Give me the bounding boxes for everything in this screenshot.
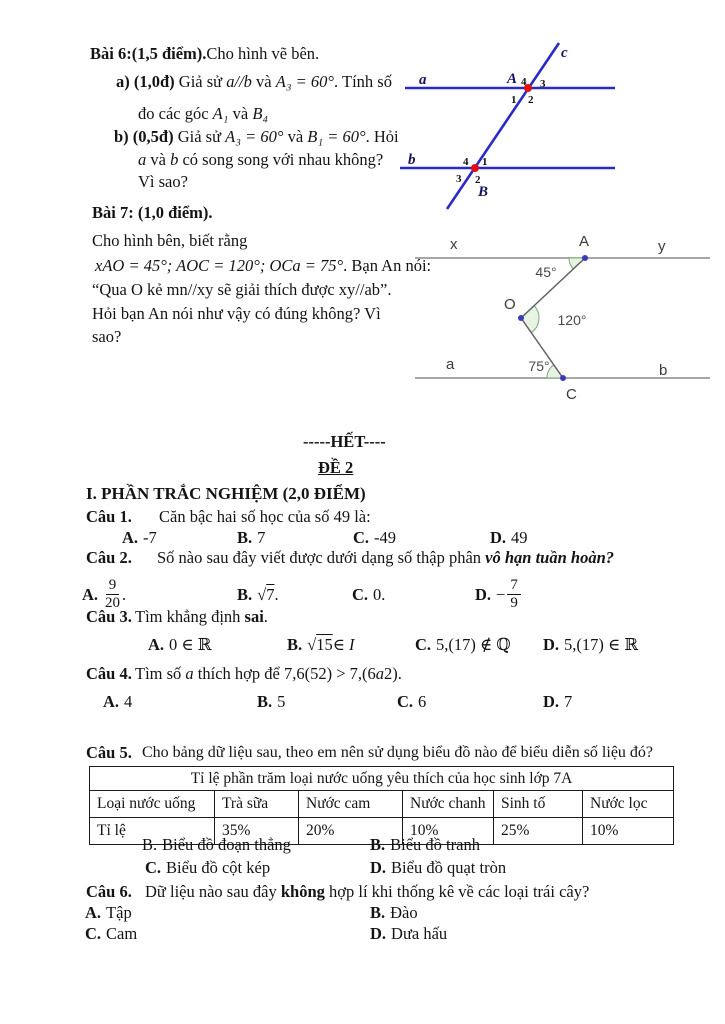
radical-sign: √: [307, 635, 317, 654]
bai6-item-a: [116, 72, 392, 93]
math-angle-B4: B₄: [252, 104, 269, 123]
label-line-c: c: [561, 45, 568, 61]
math-a: a: [138, 150, 147, 169]
angle-A2: 2: [528, 94, 534, 106]
option-label: A.: [122, 528, 139, 547]
option-text: Tập: [106, 903, 132, 922]
option-label: B.: [237, 584, 253, 604]
cau3-option-b: [287, 635, 355, 656]
math-angle-A3-b: A₃ = 60°: [225, 127, 284, 146]
radicand: 15: [316, 635, 333, 654]
option-label: B.: [142, 835, 158, 854]
label-C: C: [566, 386, 577, 403]
option-label: D.: [475, 584, 492, 604]
fraction-numerator: 9: [106, 578, 120, 595]
math-angle-A1: A₁: [212, 104, 229, 123]
option-label: B.: [287, 635, 303, 654]
cau3-label: Câu 3.: [86, 607, 132, 626]
option-text: -7: [143, 528, 157, 547]
header-cell: Nước lọc: [583, 791, 674, 818]
angle-B1: 1: [482, 156, 488, 168]
cau6-option-b: [370, 903, 418, 924]
math-angle-A3: A₃ = 60°: [275, 72, 335, 91]
option-label: D.: [490, 528, 507, 547]
option-text: Dưa hấu: [391, 924, 448, 943]
option-text: -49: [374, 528, 397, 547]
header-cell: Nước cam: [299, 791, 403, 818]
cau3-option-a: [148, 635, 211, 656]
value-cell: 35%: [215, 818, 299, 845]
angle-B3: 3: [456, 173, 462, 185]
cau5-option-4: [370, 858, 506, 879]
bai7-line3: “Qua O kẻ mn//xy sẽ giải thích được xy//ab”.: [92, 280, 392, 299]
bai6-item-b-line2: [138, 150, 383, 171]
item-a2-text: đo các góc: [138, 104, 213, 123]
value-cell: 10%: [403, 818, 494, 845]
cau6-option-a: [85, 903, 132, 924]
math-a: a: [185, 664, 194, 683]
label-y: y: [658, 238, 666, 255]
bai7-line2: [95, 256, 431, 277]
point-O: [518, 315, 524, 321]
table-title: Tỉ lệ phần trăm loại nước uống yêu thích của học sinh lớp 7A: [90, 767, 674, 791]
math-angles-given: xAO = 45°; AOC = 120°; OCa = 75°: [95, 256, 344, 275]
item-a-label: a) (1,0đ): [116, 72, 175, 91]
bai6-heading-text: Cho hình vẽ bên.: [206, 44, 320, 63]
cau4-question-pre: Tìm số: [135, 664, 186, 683]
option-label: B.: [370, 835, 386, 854]
fraction-denominator: 9: [510, 595, 518, 611]
line-c-transversal: [447, 43, 559, 209]
cau3-option-d: [543, 635, 638, 656]
option-label: C.: [145, 858, 162, 877]
option-text: 5: [277, 692, 286, 711]
item-a-text2: và: [251, 72, 276, 91]
math-angle-B1: B₁ = 60°: [307, 127, 366, 146]
cau4-label: Câu 4.: [86, 664, 132, 683]
cau4-option-d: [543, 692, 572, 713]
item-a2-text2: và: [228, 104, 253, 123]
option-text: ∈ I: [332, 635, 355, 654]
table-header-row: [90, 791, 674, 818]
radical-sign: √: [257, 584, 267, 604]
angle-B2: 2: [475, 174, 481, 186]
option-label: D.: [370, 924, 387, 943]
cau5-option-1: [142, 835, 291, 856]
cau3-question: [135, 607, 268, 628]
cau5-option-3: [145, 858, 270, 879]
option-text: 0.: [373, 584, 386, 604]
cau2-option-d: [475, 574, 523, 616]
cau4-option-b: [257, 692, 285, 713]
fraction-7-9: [507, 578, 521, 612]
bai7-line1: Cho hình bên, biết rằng: [92, 231, 248, 250]
item-a-text3: . Tính số: [334, 72, 392, 91]
header-cell: Loại nước uống: [90, 791, 215, 818]
cau6-option-d: [370, 924, 447, 945]
option-label: D.: [543, 635, 560, 654]
bai6-heading: [90, 44, 319, 65]
angle-value-120: 120°: [557, 312, 587, 328]
bai6-item-a-line2: [138, 104, 268, 125]
value-cell: 20%: [299, 818, 403, 845]
option-text: Biểu đồ quạt tròn: [391, 858, 507, 877]
option-text: 7: [564, 692, 573, 711]
cau1-label: Câu 1.: [86, 507, 132, 526]
option-text: 4: [124, 692, 133, 711]
label-O: O: [504, 296, 516, 313]
label-a: a: [446, 356, 455, 373]
option-text: Biểu đồ cột kép: [166, 858, 271, 877]
label-A: A: [579, 233, 590, 250]
item-b-text3: . Hỏi: [365, 127, 399, 146]
option-label: D.: [543, 692, 560, 711]
label-point-B: B: [478, 184, 489, 200]
header-cell: Nước chanh: [403, 791, 494, 818]
cau2-option-c: [352, 574, 385, 616]
radicand: 7: [266, 584, 275, 604]
figure-parallel-lines: [395, 35, 695, 215]
cau3-option-c: [415, 635, 511, 656]
bai6-heading-number: Bài 6:(1,5 điểm).: [90, 44, 207, 63]
fraction-denominator: 20: [105, 595, 121, 611]
math-a2: a: [375, 664, 385, 683]
point-A: [582, 255, 588, 261]
drink-data-table: [89, 766, 674, 845]
intersection-point-B: [471, 164, 479, 172]
bai7-line5: sao?: [92, 327, 122, 346]
option-text: 49: [511, 528, 528, 547]
option-text: Biểu đồ tranh: [390, 835, 480, 854]
bai7-line2-rest: . Bạn An nói:: [343, 256, 432, 275]
option-label: B.: [257, 692, 273, 711]
de2-title: ĐỀ 2: [318, 458, 354, 477]
item-b2-text: và: [146, 150, 171, 169]
cau6-question-bold: không: [280, 882, 325, 901]
minus-sign: −: [496, 584, 506, 604]
value-cell: 10%: [583, 818, 674, 845]
angle-A3: 3: [540, 78, 546, 90]
option-label: D.: [370, 858, 387, 877]
option-suffix: .: [122, 584, 127, 604]
label-point-A: A: [507, 71, 518, 87]
cau5-label: Câu 5.: [86, 743, 132, 762]
row-label-cell: Tỉ lệ: [90, 818, 215, 845]
bai6-item-b: [114, 127, 399, 148]
option-text: 7: [257, 528, 266, 547]
label-x: x: [450, 236, 458, 253]
option-label: A.: [103, 692, 120, 711]
label-b: b: [659, 362, 668, 379]
angle-B4: 4: [463, 156, 469, 168]
option-suffix: .: [274, 584, 279, 604]
cau4-option-c: [397, 692, 426, 713]
label-line-b: b: [408, 152, 416, 168]
cau5-question: Cho bảng dữ liệu sau, theo em nên sử dụng biểu đồ nào để biểu diễn số liệu đó?: [142, 744, 654, 761]
option-label: C.: [415, 635, 432, 654]
header-cell: Trà sữa: [215, 791, 299, 818]
cau5-option-2: [370, 835, 480, 856]
option-label: B.: [370, 903, 386, 922]
fraction-numerator: 7: [507, 578, 521, 595]
cau6-question: [145, 882, 589, 903]
math-b: b: [170, 150, 179, 169]
angle-value-45: 45°: [535, 264, 557, 280]
cau1-option-a: [122, 528, 157, 549]
option-label: C.: [353, 528, 370, 547]
option-label: A.: [82, 584, 99, 604]
cau3-question-post: .: [263, 607, 268, 626]
cau1-option-c: [353, 528, 396, 549]
option-text: Biểu đồ đoạn thẳng: [162, 835, 291, 854]
cau4-option-a: [103, 692, 132, 713]
cau6-question-pre: Dữ liệu nào sau đây: [145, 882, 281, 901]
cau4-question-mid: thích hợp để: [193, 664, 284, 683]
cau3-question-pre: Tìm khẳng định: [135, 607, 245, 626]
het-divider: -----HẾT----: [303, 432, 386, 451]
cau2-question-pre: Số nào sau đây viết được dưới dạng số thập phân: [157, 548, 486, 567]
header-cell: Sinh tố: [494, 791, 583, 818]
cau4-question: [135, 664, 402, 685]
cau2-question-emphasis: vô hạn tuần hoàn?: [485, 548, 614, 567]
option-text: 5,(17) ∉ ℚ: [436, 635, 511, 654]
option-text: 6: [418, 692, 427, 711]
point-C: [560, 375, 566, 381]
option-text: 0 ∈ ℝ: [169, 635, 212, 654]
section-heading: I. PHẦN TRẮC NGHIỆM (2,0 ĐIỂM): [86, 484, 366, 503]
math-a-parallel-b: a//b: [226, 72, 252, 91]
cau3-question-bold: sai: [244, 607, 264, 626]
bai7-heading: Bài 7: (1,0 điểm).: [92, 203, 213, 222]
item-b2-text2: có song song với nhau không?: [178, 150, 384, 169]
item-b-text: Giả sử: [173, 127, 226, 146]
bai7-line4: Hỏi bạn An nói như vậy có đúng không? Vì: [92, 304, 381, 323]
option-label: C.: [352, 584, 369, 604]
cau1-option-b: [237, 528, 265, 549]
label-line-a: a: [419, 72, 427, 88]
bai6-item-b-line3: Vì sao?: [138, 172, 188, 191]
table-title-row: [90, 767, 674, 791]
figure-zigzag-angles: [400, 230, 725, 405]
math-inequality-end: 2).: [384, 664, 402, 683]
option-text: 5,(17) ∈ ℝ: [564, 635, 639, 654]
cau1-question: Căn bậc hai số học của số 49 là:: [159, 507, 371, 526]
option-text: Đào: [390, 903, 418, 922]
cau6-label: Câu 6.: [86, 882, 132, 901]
option-label: A.: [85, 903, 102, 922]
option-label: A.: [148, 635, 165, 654]
option-label: C.: [397, 692, 414, 711]
cau1-option-d: [490, 528, 528, 549]
item-b-label: b) (0,5đ): [114, 127, 174, 146]
item-a-text: Giả sử: [174, 72, 227, 91]
cau6-option-c: [85, 924, 137, 945]
angle-A4: 4: [521, 76, 527, 88]
cau6-question-post: hợp lí khi thống kê về các loại trái cây?: [324, 882, 590, 901]
cau2-question: [157, 548, 614, 569]
item-b-text2: và: [283, 127, 308, 146]
angle-value-75: 75°: [528, 358, 550, 374]
angle-A1: 1: [511, 94, 517, 106]
option-label: B.: [237, 528, 253, 547]
value-cell: 25%: [494, 818, 583, 845]
option-text: Cam: [106, 924, 138, 943]
cau2-label: Câu 2.: [86, 548, 132, 567]
option-label: C.: [85, 924, 102, 943]
math-inequality: 7,6(52) > 7,(6: [283, 664, 376, 683]
